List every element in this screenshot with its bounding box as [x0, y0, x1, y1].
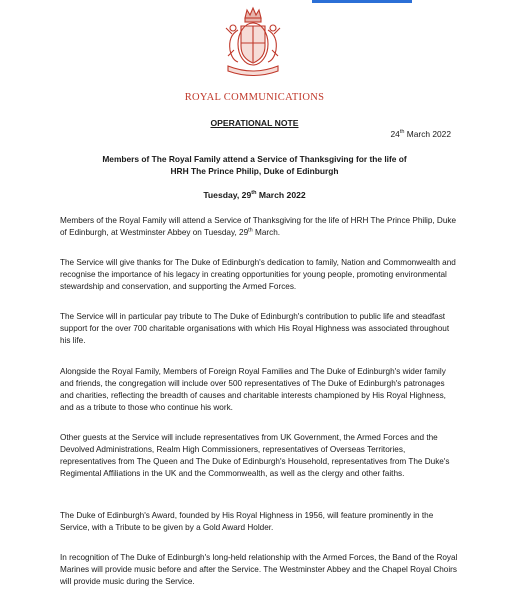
brand-name: ROYAL COMMUNICATIONS — [184, 92, 325, 103]
service-date: Tuesday, 29th March 2022 — [203, 190, 306, 200]
note-title: OPERATIONAL NOTE — [210, 118, 299, 128]
paragraph-3: The Service will in particular pay tribute to The Duke of Edinburgh's contribution to public life and steadfast support for the over 700 charitable organisations with which His Royal Highness was associated throughout his life. — [60, 312, 450, 345]
royal-coat-of-arms-icon — [220, 6, 286, 82]
heading-line-1: Members of The Royal Family attend a Service of Thanksgiving for the life of — [102, 154, 407, 164]
heading-line-2: HRH The Prince Philip, Duke of Edinburgh — [170, 166, 339, 176]
heading — [0, 153, 509, 177]
paragraph-5: Other guests at the Service will include representatives from UK Government, the Armed Forces and the Devolved Administrations, Realm High Commissioners, representatives of Overseas Territories, representatives from The Queen and The Duke of Edinburgh's Household, representatives from The Duke's Regimental Affiliations in the UK and the Commonwealth, as well as the clergy and other faiths. — [60, 433, 450, 478]
note-date: 24th March 2022 — [390, 129, 451, 139]
paragraph-4: Alongside the Royal Family, Members of Foreign Royal Families and The Duke of Edinburgh's wider family and friends, the congregation will include over 500 representatives of The Duke of Edinburgh's patronages and charities, reflecting the breadth of causes and charitable interests championed by His Royal Highness, and as a tribute to those who continue his work. — [60, 367, 446, 412]
paragraph-6: The Duke of Edinburgh's Award, founded by His Royal Highness in 1956, will feature prominently in the Service, with a Tribute to be given by a Gold Award Holder. — [60, 511, 434, 532]
paragraph-2: The Service will give thanks for The Duke of Edinburgh's dedication to family, Nation and Commonwealth and recognise the importance of his legacy in creating opportunities for young people, promoting environmental stewardship and conservation, and supporting the Armed Forces. — [60, 258, 456, 291]
top-accent-bar — [312, 0, 412, 3]
paragraph-7: In recognition of The Duke of Edinburgh's long-held relationship with the Armed Forces, the Band of the Royal Marines will provide music before and after the Service. The Westminster Abbey and the Chapel Royal Choirs will provide music during the Service. — [60, 553, 458, 586]
paragraph-1: Members of the Royal Family will attend a Service of Thanksgiving for the life of HRH The Prince Philip, Duke of Edinburgh, at Westminster Abbey on Tuesday, 29th March. — [60, 216, 457, 237]
